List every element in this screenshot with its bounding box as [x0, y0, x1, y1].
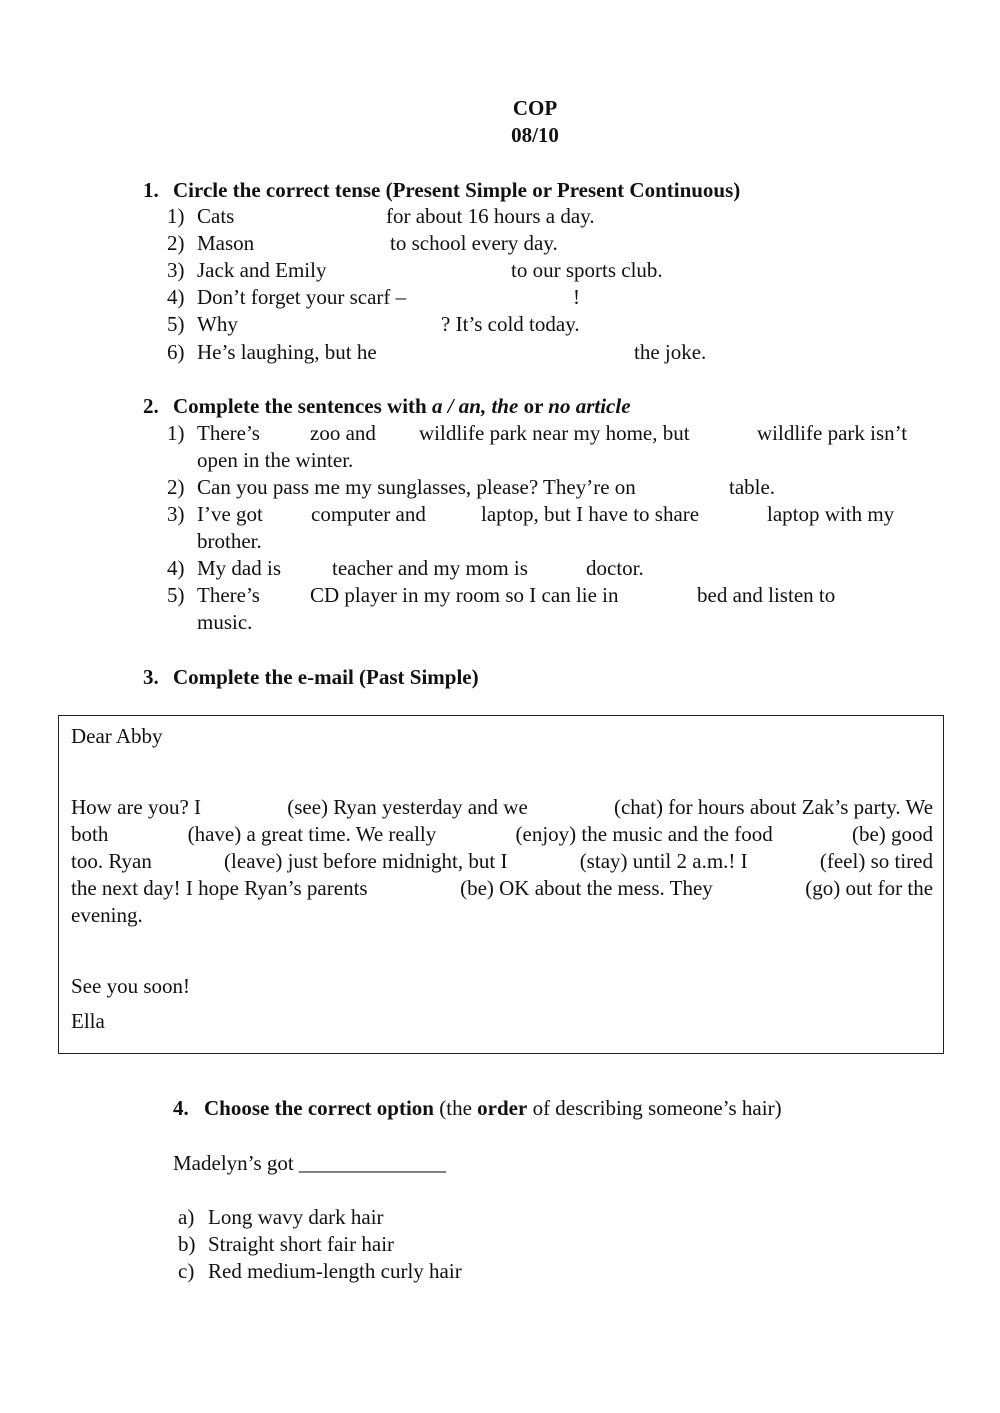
option-letter: b): [178, 1232, 196, 1256]
s2-item-number: 5): [167, 583, 185, 607]
s2-item-text: table.: [729, 475, 776, 499]
s2-item-text: bed and listen to: [697, 583, 836, 607]
s1-item-number: 6): [167, 340, 185, 364]
s1-item-text: for about 16 hours a day.: [386, 204, 595, 228]
s2-item-text: There’s: [197, 583, 260, 607]
s1-item-text: Jack and Emily: [197, 258, 327, 282]
s2-item-text: CD player in my room so I can lie in: [310, 583, 619, 607]
s2-item-number: 1): [167, 421, 185, 445]
s1-item-text: Mason: [197, 231, 255, 255]
email-line: too. Ryan (leave) just before midnight, but I (stay) until 2 a.m.! I (feel) so tired: [71, 849, 933, 873]
section3-title: Complete the e-mail (Past Simple): [173, 665, 479, 689]
s1-item-text: !: [573, 285, 580, 309]
s1-item-text: Why: [197, 312, 238, 336]
s1-item-text: to school every day.: [390, 231, 558, 255]
s1-item-number: 2): [167, 231, 185, 255]
s1-item-text: ? It’s cold today.: [441, 312, 580, 336]
s2-item-text: music.: [197, 610, 253, 634]
option-letter: c): [178, 1259, 195, 1283]
s2-item-text: laptop, but I have to share: [481, 502, 700, 526]
section4-title: Choose the correct option (the order of describing someone’s hair): [204, 1096, 782, 1120]
section3-number: 3.: [143, 665, 159, 689]
option-text: Straight short fair hair: [208, 1232, 395, 1256]
s1-item-number: 3): [167, 258, 185, 282]
s1-item-number: 4): [167, 285, 185, 309]
email-line: evening.: [71, 903, 143, 927]
section1-number: 1.: [143, 178, 159, 202]
s1-item-text: the joke.: [634, 340, 707, 364]
section4-number: 4.: [173, 1096, 189, 1120]
s2-item-number: 2): [167, 475, 185, 499]
header-title: COP: [512, 96, 558, 120]
s2-item-text: wildlife park isn’t: [757, 421, 908, 445]
s1-item-text: to our sports club.: [511, 258, 663, 282]
header-date: 08/10: [511, 123, 559, 147]
email-signature: Ella: [71, 1009, 105, 1033]
email-greeting: Dear Abby: [71, 724, 163, 748]
option-text: Red medium-length curly hair: [208, 1259, 462, 1283]
s2-item-number: 4): [167, 556, 185, 580]
section2-number: 2.: [143, 394, 159, 418]
s1-item-text: He’s laughing, but he: [197, 340, 377, 364]
email-line: the next day! I hope Ryan’s parents (be) OK about the mess. They (go) out for the: [71, 876, 934, 900]
option-letter: a): [178, 1205, 195, 1229]
s2-item-text: zoo and: [310, 421, 376, 445]
email-line: both (have) a great time. We really (enjoy) the music and the food (be) good: [71, 822, 934, 846]
s2-item-text: open in the winter.: [197, 448, 354, 472]
s1-item-text: Cats: [197, 204, 235, 228]
s1-item-number: 1): [167, 204, 185, 228]
s2-item-text: brother.: [197, 529, 262, 553]
s1-item-number: 5): [167, 312, 185, 336]
s2-item-text: I’ve got: [197, 502, 263, 526]
s2-item-text: My dad is: [197, 556, 281, 580]
s2-item-number: 3): [167, 502, 185, 526]
s2-item-text: wildlife park near my home, but: [419, 421, 690, 445]
s2-item-text: computer and: [311, 502, 426, 526]
section1-title: Circle the correct tense (Present Simple or Present Continuous): [173, 178, 741, 202]
email-closing: See you soon!: [71, 974, 190, 998]
email-line: How are you? I (see) Ryan yesterday and we (chat) for hours about Zak’s party. We: [71, 795, 934, 819]
s2-item-text: doctor.: [586, 556, 644, 580]
s2-item-text: There’s: [197, 421, 260, 445]
option-text: Long wavy dark hair: [208, 1205, 384, 1229]
s2-item-text: Can you pass me my sunglasses, please? They’re on: [197, 475, 636, 499]
section2-title: Complete the sentences with a / an, the or no article: [173, 394, 631, 418]
s1-item-text: Don’t forget your scarf –: [197, 285, 407, 309]
s2-item-text: laptop with my: [767, 502, 895, 526]
section4-prompt: Madelyn’s got ______________: [173, 1151, 446, 1175]
s2-item-text: teacher and my mom is: [332, 556, 528, 580]
